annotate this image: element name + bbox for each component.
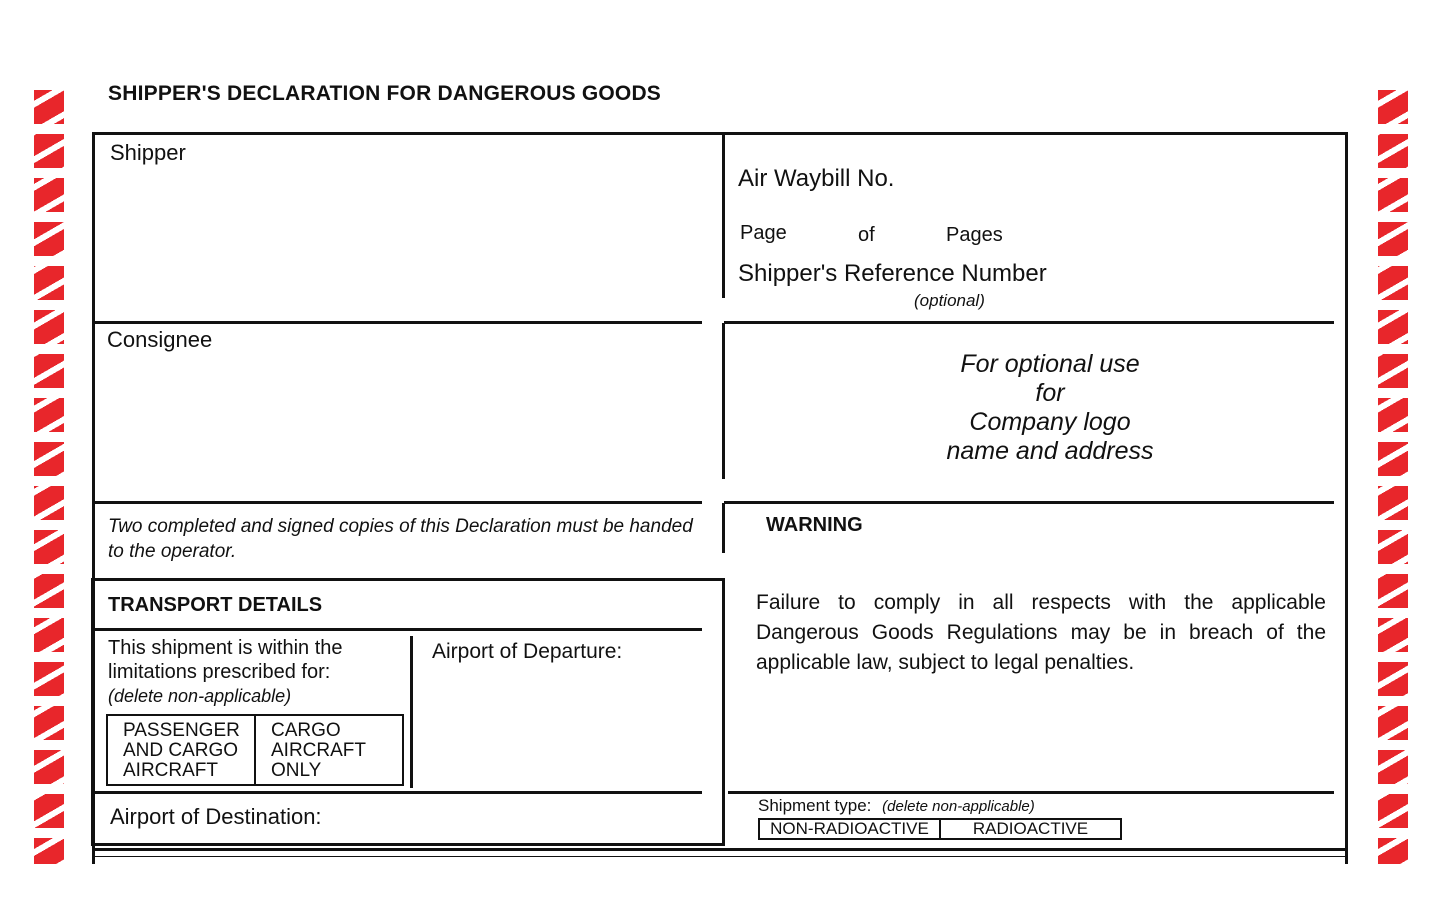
- limitations-line: limitations prescribed for:: [108, 661, 331, 683]
- page-number-field[interactable]: [800, 218, 850, 246]
- airport-destination-label: Airport of Destination:: [110, 804, 322, 829]
- logo-area-line: for: [1035, 379, 1065, 407]
- option-line: AIRCRAFT: [271, 740, 366, 761]
- divider-shipper-bottom: [92, 321, 702, 324]
- option-line: CARGO: [271, 720, 341, 741]
- divider-bottom-fine: [92, 856, 1348, 857]
- shipper-reference-label: Shipper's Reference Number: [738, 260, 1047, 287]
- consignee-field[interactable]: [100, 356, 700, 496]
- logo-area-line: name and address: [946, 437, 1154, 465]
- airport-destination-field[interactable]: [350, 798, 700, 838]
- airport-departure-field[interactable]: [424, 672, 700, 782]
- limitations-note: (delete non-applicable): [108, 686, 292, 706]
- copies-notice: Two completed and signed copies of this Declaration must be handed to the operator.: [108, 516, 693, 562]
- consignee-label: Consignee: [107, 327, 213, 352]
- option-line: PASSENGER: [123, 720, 240, 741]
- left-hazard-stripe: [34, 80, 64, 864]
- option-line: AIRCRAFT: [123, 760, 218, 781]
- air-waybill-field[interactable]: [930, 160, 1330, 196]
- aircraft-type-options: [106, 714, 404, 786]
- air-waybill-label: Air Waybill No.: [738, 165, 895, 192]
- limitations-text: [108, 636, 343, 708]
- shipment-type-note: (delete non-applicable): [882, 798, 1035, 815]
- divider-awb-bottom: [724, 321, 1334, 324]
- right-hazard-stripe: [1378, 80, 1408, 864]
- logo-area-line: For optional use: [960, 350, 1140, 378]
- divider-middle-center: [722, 323, 725, 479]
- shipper-reference-field[interactable]: [1050, 256, 1330, 288]
- warning-heading: WARNING: [766, 514, 863, 536]
- option-cargo-aircraft-only[interactable]: [254, 716, 402, 784]
- option-line: ONLY: [271, 760, 322, 781]
- airport-departure-label: Airport of Departure:: [432, 640, 623, 663]
- page-label: Page: [740, 222, 787, 244]
- divider-top-center: [722, 134, 725, 298]
- divider-logo-bottom: [724, 501, 1334, 504]
- company-logo-area: [900, 350, 1200, 466]
- transport-details-heading: TRANSPORT DETAILS: [108, 594, 323, 616]
- option-passenger-and-cargo-aircraft[interactable]: [108, 716, 254, 784]
- logo-area-line: Company logo: [969, 408, 1131, 436]
- option-line: AND CARGO: [123, 740, 239, 761]
- shipment-type-options: [758, 818, 1122, 840]
- shipment-type-text: Shipment type:: [758, 796, 872, 815]
- shipment-type-label: [758, 796, 1035, 816]
- limitations-line: This shipment is within the: [108, 637, 343, 659]
- divider-bottom: [92, 848, 1348, 851]
- shipper-label: Shipper: [110, 140, 186, 165]
- divider-consignee-bottom: [92, 501, 702, 504]
- divider-warning-left: [722, 503, 725, 553]
- option-radioactive[interactable]: RADIOACTIVE: [939, 820, 1120, 838]
- shipper-field[interactable]: [100, 170, 700, 310]
- warning-body: Failure to comply in all respects with the applicable Dangerous Goods Regulations may be in breach of the applicable law, subject to legal penalties.: [756, 591, 1326, 674]
- form-title: SHIPPER'S DECLARATION FOR DANGEROUS GOODS: [108, 82, 662, 105]
- pages-label: Pages: [946, 224, 1003, 246]
- page-of-label: of: [858, 224, 875, 246]
- divider-shipment-type-top: [728, 791, 1334, 794]
- shipper-reference-optional-note: (optional): [914, 291, 985, 310]
- option-non-radioactive[interactable]: NON-RADIOACTIVE: [770, 819, 929, 838]
- total-pages-field[interactable]: [886, 218, 942, 246]
